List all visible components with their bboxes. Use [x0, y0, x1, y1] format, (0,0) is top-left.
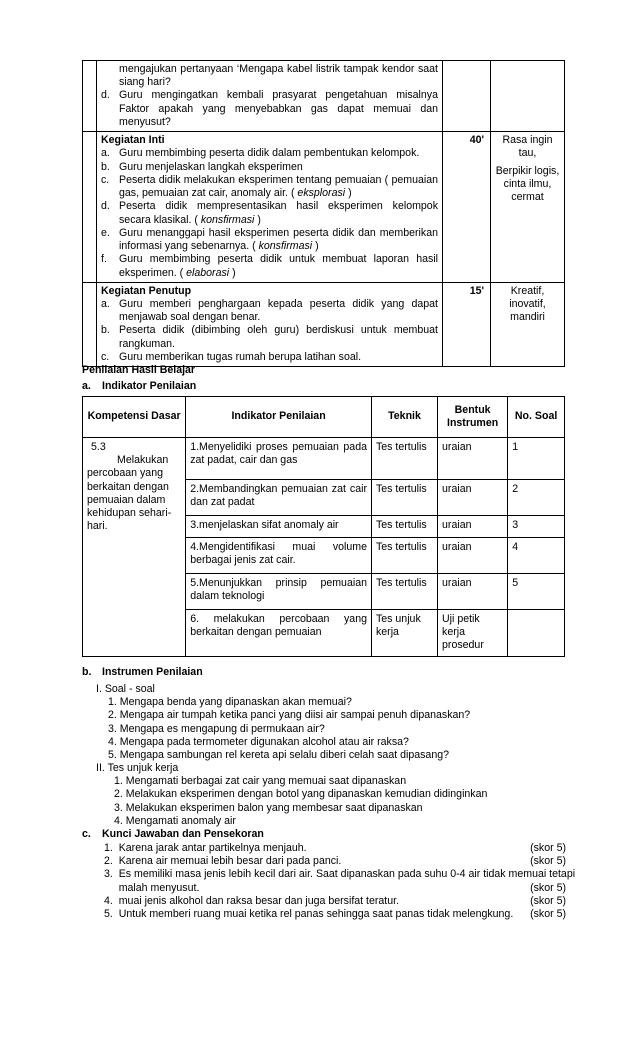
cell-bentuk: Uji petik kerja prosedur [438, 610, 508, 657]
cell-bentuk: uraian [438, 480, 508, 516]
cell-no: 1 [508, 438, 565, 480]
penutup-values: Kreatif, inovatif, mandiri [491, 282, 565, 366]
cell-bentuk: uraian [438, 438, 508, 480]
answer-key-item: 1. Karena jarak antar partikelnya menjauh. (skor 5) [104, 842, 566, 854]
penutup-duration: 15' [443, 282, 491, 366]
cell-bentuk: uraian [438, 516, 508, 538]
col-header: Teknik [371, 397, 437, 438]
table-row [83, 282, 565, 366]
activity-table [82, 60, 565, 367]
kegiatan-penutup-title: Kegiatan Penutup [101, 284, 192, 297]
list-item: b. Guru menjelaskan langkah eksperimen [101, 160, 303, 173]
list-item: 3. Melakukan eksperimen balon yang membesar saat dipanaskan [114, 801, 423, 814]
cell-teknik: Tes tertulis [371, 538, 437, 574]
indicator-table [82, 396, 565, 657]
list-item: 2. Mengapa air tumpah ketika panci yang diisi air sampai penuh dipanaskan? [108, 709, 471, 722]
answer-key-item: malah menyusut. (skor 5) [104, 881, 566, 894]
cell-indikator: 2.Membandingkan pemuaian zat cair dan zat padat [186, 480, 372, 516]
cell-bentuk: uraian [438, 538, 508, 574]
list-item: b. Peserta didik (dibimbing oleh guru) berdiskusi untuk membuat rangkuman. [101, 324, 438, 350]
inti-values: Rasa ingin tau, Berpikir logis, cinta ilmu, cermat [491, 132, 565, 283]
unjuk-kerja-heading: II. Tes unjuk kerja [96, 762, 179, 774]
cell-teknik: Tes tertulis [371, 516, 437, 538]
cell-no [508, 610, 565, 657]
table-row [83, 61, 565, 132]
cell-teknik: Tes tertulis [371, 480, 437, 516]
section-title: Penilaian Hasil Belajar [82, 364, 196, 376]
kunci-list [104, 842, 576, 921]
list-item: d. Peserta didik mempresentasikan hasil eksperimen kelompok secara klasikal. ( konsfirmasi ) [101, 200, 438, 226]
table-row [83, 132, 565, 283]
cell-indikator: 5.Menunjukkan prinsip pemuaian dalam teknologi [186, 574, 372, 610]
answer-key-item: 4. muai jenis alkohol dan raksa besar dan juga bersifat teratur. (skor 5) [104, 894, 566, 907]
cell-no: 3 [508, 516, 565, 538]
cell-teknik: Tes unjuk kerja [371, 610, 437, 657]
col-header: No. Soal [508, 397, 565, 438]
inti-duration: 40' [443, 132, 491, 283]
kegiatan-inti-list [101, 147, 438, 279]
cell-indikator: 3.menjelaskan sifat anomaly air [186, 516, 372, 538]
cell-bentuk: uraian [438, 574, 508, 610]
list-item: 2. Melakukan eksperimen dengan botol yang dipanaskan kemudian didinginkan [114, 788, 488, 801]
answer-key-item: 5. Untuk memberi ruang muai ketika rel panas sehingga saat panas tidak melengkung. (skor 5) [104, 908, 566, 921]
soal-list [96, 683, 470, 762]
list-item: 1. Mengamati berbagai zat cair yang memuai saat dipanaskan [114, 775, 407, 788]
opening-continuation-cell [97, 61, 443, 132]
sub-c-heading: c. Kunci Jawaban dan Pensekoran [82, 828, 264, 840]
score-label: (skor 5) [530, 842, 566, 854]
cell-teknik: Tes tertulis [371, 438, 437, 480]
cell-indikator: 1.Menyelidiki proses pemuaian pada zat padat, cair dan gas [186, 438, 372, 480]
unjuk-kerja-list [96, 762, 487, 828]
cell-no: 5 [508, 574, 565, 610]
kegiatan-inti-title: Kegiatan Inti [101, 134, 165, 147]
cell-indikator: 4.Mengidentifikasi muai volume berbagai jenis zat cair. [186, 538, 372, 574]
list-item: e. Guru menanggapi hasil eksperimen peserta didik dan memberikan informasi yang sebenarnya. ( konsfirmasi ) [101, 226, 438, 253]
score-label: (skor 5) [530, 908, 566, 921]
sub-a-heading: a. Indikator Penilaian [82, 380, 197, 392]
kegiatan-inti-cell [97, 132, 443, 283]
sub-b-heading: b. Instrumen Penilaian [82, 666, 203, 678]
score-label: (skor 5) [530, 855, 566, 868]
kompetensi-dasar-cell: 5.3 Melakukan percobaan yang berkaitan dengan pemuaian dalam kehidupan sehari-hari. [83, 438, 186, 657]
list-item: 1. Mengapa benda yang dipanaskan akan memuai? [108, 696, 352, 709]
table-row [83, 438, 565, 480]
cell-no: 4 [508, 538, 565, 574]
answer-key-item: 3. Es memiliki masa jenis lebih kecil dari air. Saat dipanaskan pada suhu 0-4 air tidak memuai tetapi [104, 868, 576, 881]
cell-no: 2 [508, 480, 565, 516]
list-item: 3. Mengapa es mengapung di permukaan air? [108, 722, 325, 735]
score-label: (skor 5) [530, 881, 566, 894]
score-label: (skor 5) [530, 894, 566, 907]
list-item: d. Guru mengingatkan kembali prasyarat pengetahuan misalnya Faktor apakah yang menyebabkan gas dapat memuai dan menyusut? [101, 89, 438, 128]
list-item: c. Guru memberikan tugas rumah berupa latihan soal. [101, 350, 362, 363]
cell-indikator: 6. melakukan percobaan yang berkaitan dengan pemuaian [186, 610, 372, 657]
col-header: Kompetensi Dasar [83, 397, 186, 438]
list-item: 5. Mengapa sambungan rel kereta api selalu diberi celah saat dipasang? [108, 749, 449, 762]
list-item: 4. Mengapa pada termometer digunakan alcohol atau air raksa? [108, 735, 409, 748]
list-item: 4. Mengamati anomaly air [114, 814, 236, 827]
cell-teknik: Tes tertulis [371, 574, 437, 610]
col-header: Indikator Penilaian [186, 397, 372, 438]
list-item: a. Guru membimbing peserta didik dalam pembentukan kelompok. [101, 147, 420, 160]
list-item: mengajukan pertanyaan ‘Mengapa kabel listrik tampak kendor saat siang hari? [119, 63, 438, 89]
kegiatan-penutup-list [101, 298, 438, 364]
list-item: a. Guru memberi penghargaan kepada peserta didik yang dapat menjawab soal dengan benar. [101, 297, 438, 324]
soal-heading: I. Soal - soal [96, 683, 155, 695]
kegiatan-penutup-cell [97, 282, 443, 366]
list-item: c. Peserta didik melakukan eksperimen tentang pemuaian ( pemuaian gas, pemuaian zat cair, anomaly air. ( eksplorasi ) [101, 173, 438, 200]
table-header-row [83, 397, 565, 438]
col-header: Bentuk Instrumen [438, 397, 508, 438]
answer-key-item: 2. Karena air memuai lebih besar dari pada panci. (skor 5) [104, 855, 566, 868]
list-item: f. Guru membimbing peserta didik untuk membuat laporan hasil eksperimen. ( elaborasi ) [101, 253, 438, 279]
